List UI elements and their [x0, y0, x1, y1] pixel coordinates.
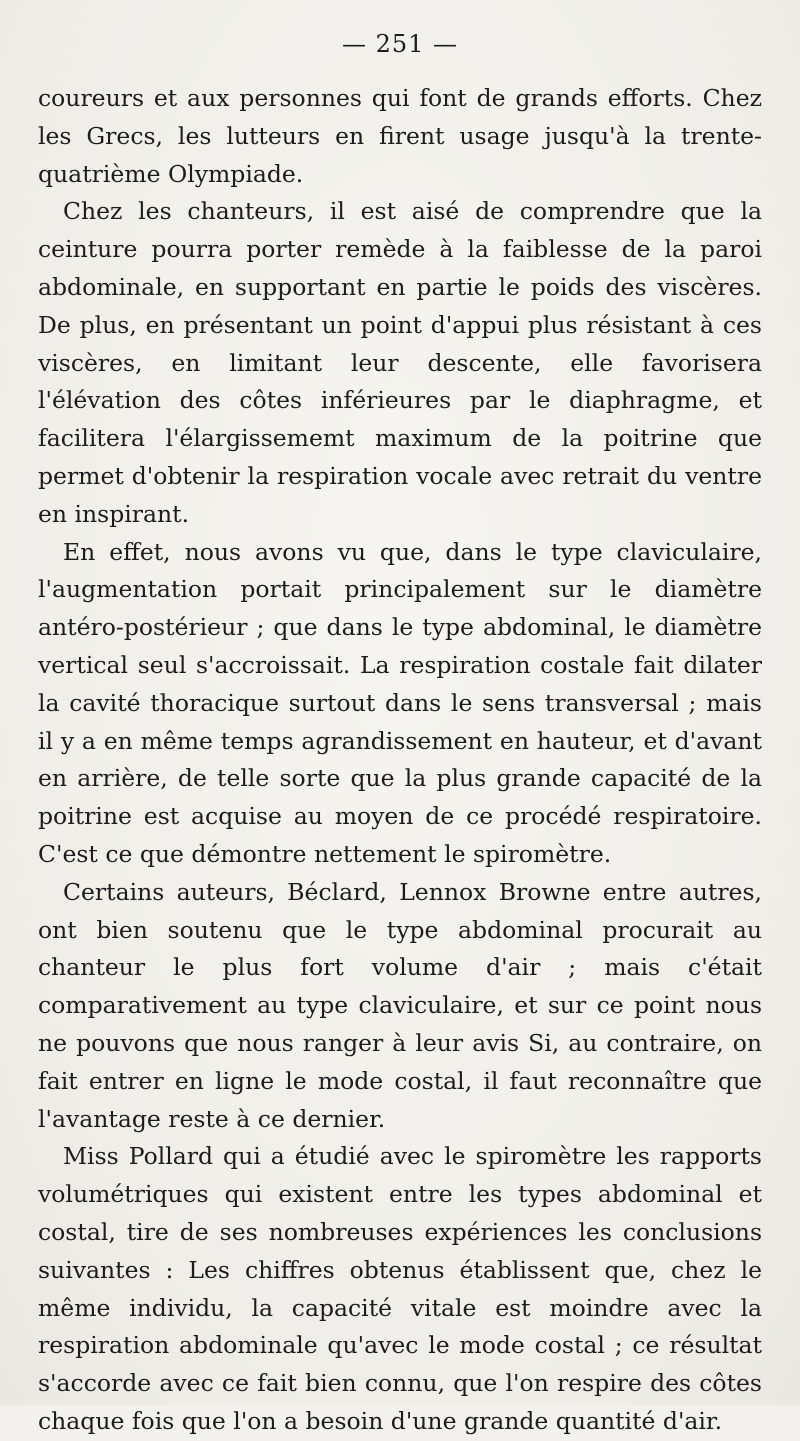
- paragraph-3: En effet, nous avons vu que, dans le type claviculaire, l'augmentation portait principalement sur le diamètre antéro-postérieur ; que dans le type abdominal, le diamètre vertical seul s'accroissait. La respiration costale fait dilater la cavité thoracique surtout dans le sens transversal ; mais il y a en même temps agrandissement en hauteur, et d'avant en arrière, de telle sorte que la plus grande capacité de la poitrine est acquise au moyen de ce procédé respiratoire. C'est ce que démontre nettement le spiromètre.: [38, 537, 762, 868]
- paragraph-2: Chez les chanteurs, il est aisé de comprendre que la ceinture pourra porter remède à la faiblesse de la paroi abdominale, en supportant en partie le poids des viscères. De plus, en présentant un point d'appui plus résistant à ces viscères, en limitant leur descente, elle favorisera l'élévation des côtes inférieures par le diaphragme, et facilitera l'élargissememt maximum de la poitrine que permet d'obtenir la respiration vocale avec retrait du ventre en inspirant.: [38, 197, 762, 528]
- paragraph-1: coureurs et aux personnes qui font de grands efforts. Chez les Grecs, les lutteurs en firent usage jusqu'à la trente-quatrième Olympiade.: [38, 84, 762, 188]
- paragraph-5: Miss Pollard qui a étudié avec le spiromètre les rapports volumétriques qui existent entre les types abdominal et costal, tire de ses nombreuses expériences les conclusions suivantes : Les chiffres obtenus établissent que, chez le même individu, la capacité vitale est moindre avec la respiration abdominale qu'avec le mode costal ; ce résultat s'accorde avec ce fait bien connu, que l'on respire des côtes chaque fois que l'on a besoin d'une grande quantité d'air.: [38, 1142, 762, 1435]
- paragraph-4: Certains auteurs, Béclard, Lennox Browne entre autres, ont bien soutenu que le type abdominal procurait au chanteur le plus fort volume d'air ; mais c'était comparativement au type claviculaire, et sur ce point nous ne pouvons que nous ranger à leur avis Si, au contraire, on fait entrer en ligne le mode costal, il faut reconnaître que l'avantage reste à ce dernier.: [38, 877, 762, 1133]
- body-text: [38, 80, 762, 1441]
- page-number: — 251 —: [341, 30, 459, 58]
